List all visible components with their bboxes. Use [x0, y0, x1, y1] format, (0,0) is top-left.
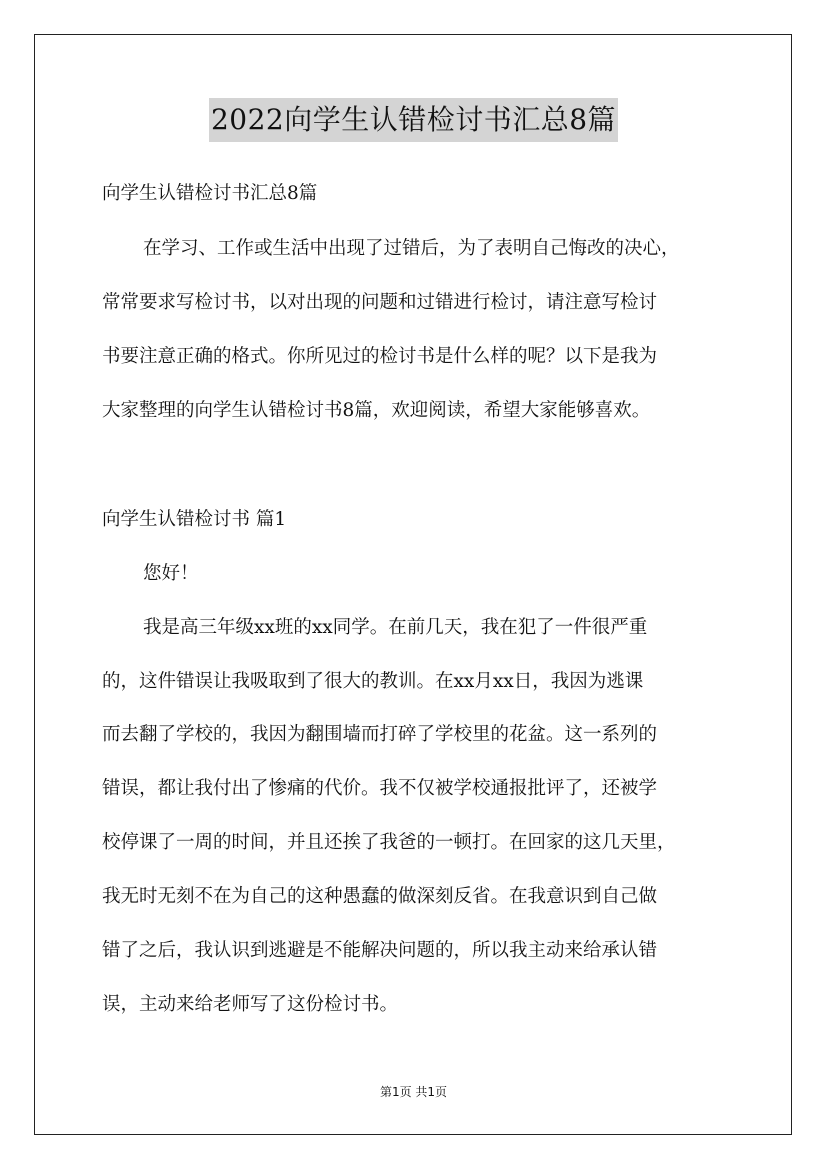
body-paragraph-line: 而去翻了学校的，我因为翻围墙而打碎了学校里的花盆。这一系列的 — [102, 724, 658, 745]
document-title: 2022向学生认错检讨书汇总8篇 — [209, 98, 618, 142]
section-heading: 向学生认错检讨书 篇1 — [102, 509, 287, 530]
intro-paragraph-line: 书要注意正确的格式。你所见过的检讨书是什么样的呢？以下是我为 — [102, 346, 658, 367]
body-paragraph-line: 误，主动来给老师写了这份检讨书。 — [102, 994, 399, 1015]
greeting-line: 您好！ — [143, 563, 199, 584]
intro-paragraph-line: 在学习、工作或生活中出现了过错后，为了表明自己悔改的决心， — [143, 238, 680, 259]
body-paragraph-line: 错了之后，我认识到逃避是不能解决问题的，所以我主动来给承认错 — [102, 940, 658, 961]
document-title-container — [0, 98, 827, 142]
body-paragraph-line: 的，这件错误让我吸取到了很大的教训。在xx月xx日，我因为逃课 — [102, 671, 644, 692]
intro-paragraph-line: 大家整理的向学生认错检讨书8篇，欢迎阅读，希望大家能够喜欢。 — [102, 400, 651, 421]
body-paragraph-line: 校停课了一周的时间，并且还挨了我爸的一顿打。在回家的这几天里， — [102, 832, 676, 853]
page-number-footer: 第1页 共1页 — [379, 1085, 448, 1099]
body-paragraph-line: 错误，都让我付出了惨痛的代价。我不仅被学校通报批评了，还被学 — [102, 778, 658, 799]
subtitle-line: 向学生认错检讨书汇总8篇 — [102, 183, 318, 204]
intro-paragraph-line: 常常要求写检讨书，以对出现的问题和过错进行检讨，请注意写检讨 — [102, 292, 658, 313]
body-paragraph-line: 我无时无刻不在为自己的这种愚蠢的做深刻反省。在我意识到自己做 — [102, 886, 658, 907]
body-paragraph-line: 我是高三年级xx班的xx同学。在前几天，我在犯了一件很严重 — [143, 617, 648, 638]
